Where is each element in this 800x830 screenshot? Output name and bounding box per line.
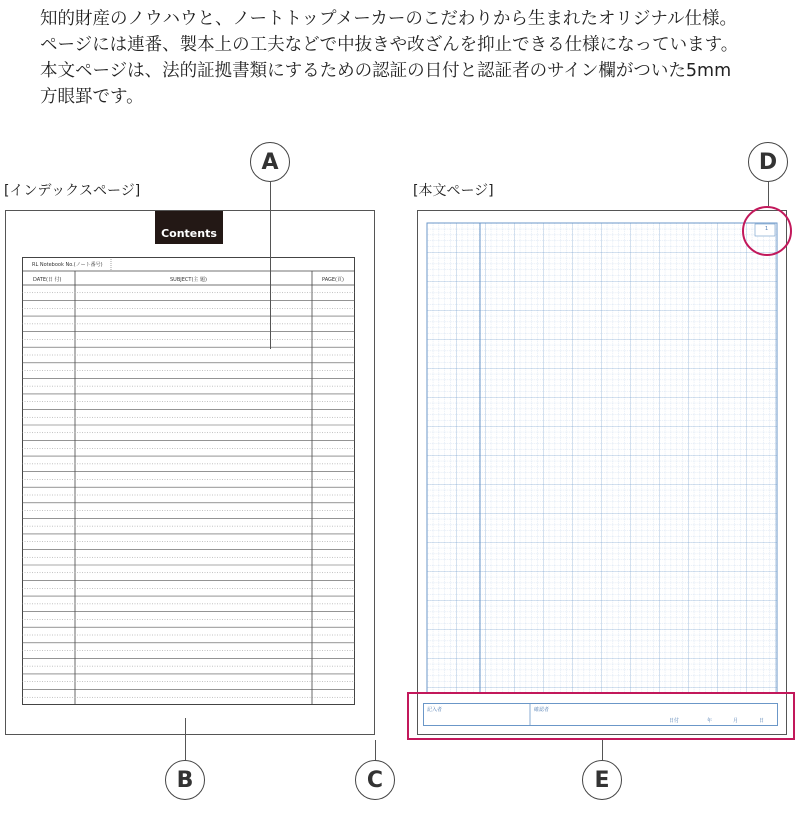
callout-e-leader — [602, 740, 603, 760]
auth-footer-highlight — [407, 692, 795, 740]
callout-b-leader — [185, 718, 186, 760]
body-page-caption: [本文ページ] — [413, 183, 494, 199]
intro-line: ページには連番、製本上の工夫などで中抜きや改ざんを抑止できる仕様になっています。 — [40, 35, 739, 55]
callout-c: C — [355, 760, 395, 800]
index-page-caption: [インデックスページ] — [4, 183, 141, 199]
callout-b: B — [165, 760, 205, 800]
notebook-no-label: RL Notebook No.(ノート番号) — [32, 262, 103, 268]
callout-d: D — [748, 142, 788, 182]
day-label: 日 — [759, 718, 765, 724]
page-number: 1 — [765, 226, 769, 232]
column-header-page: PAGE(頁) — [322, 277, 344, 283]
column-header-subject: SUBJECT(主 題) — [170, 277, 207, 283]
intro-line: 本文ページは、法的証拠書類にするための認証の日付と認証者のサイン欄がついた5mm — [40, 61, 732, 81]
recorder-label: 記入者 — [427, 707, 443, 713]
witness-label: 確認者 — [534, 707, 550, 713]
month-label: 月 — [733, 718, 739, 724]
year-label: 年 — [707, 718, 713, 724]
intro-line: 知的財産のノウハウと、ノートトップメーカーのこだわりから生まれたオリジナル仕様。 — [40, 9, 738, 29]
page-number-highlight — [742, 206, 792, 256]
callout-d-leader — [768, 182, 769, 206]
column-header-date: DATE(日 付) — [33, 277, 62, 283]
contents-tab-label: Contents — [161, 227, 217, 240]
callout-a: A — [250, 142, 290, 182]
intro-line: 方眼罫です。 — [40, 87, 144, 107]
callout-e: E — [582, 760, 622, 800]
callout-c-leader — [375, 740, 376, 760]
date-label: 日付 — [669, 718, 680, 724]
callout-a-leader — [270, 182, 271, 349]
